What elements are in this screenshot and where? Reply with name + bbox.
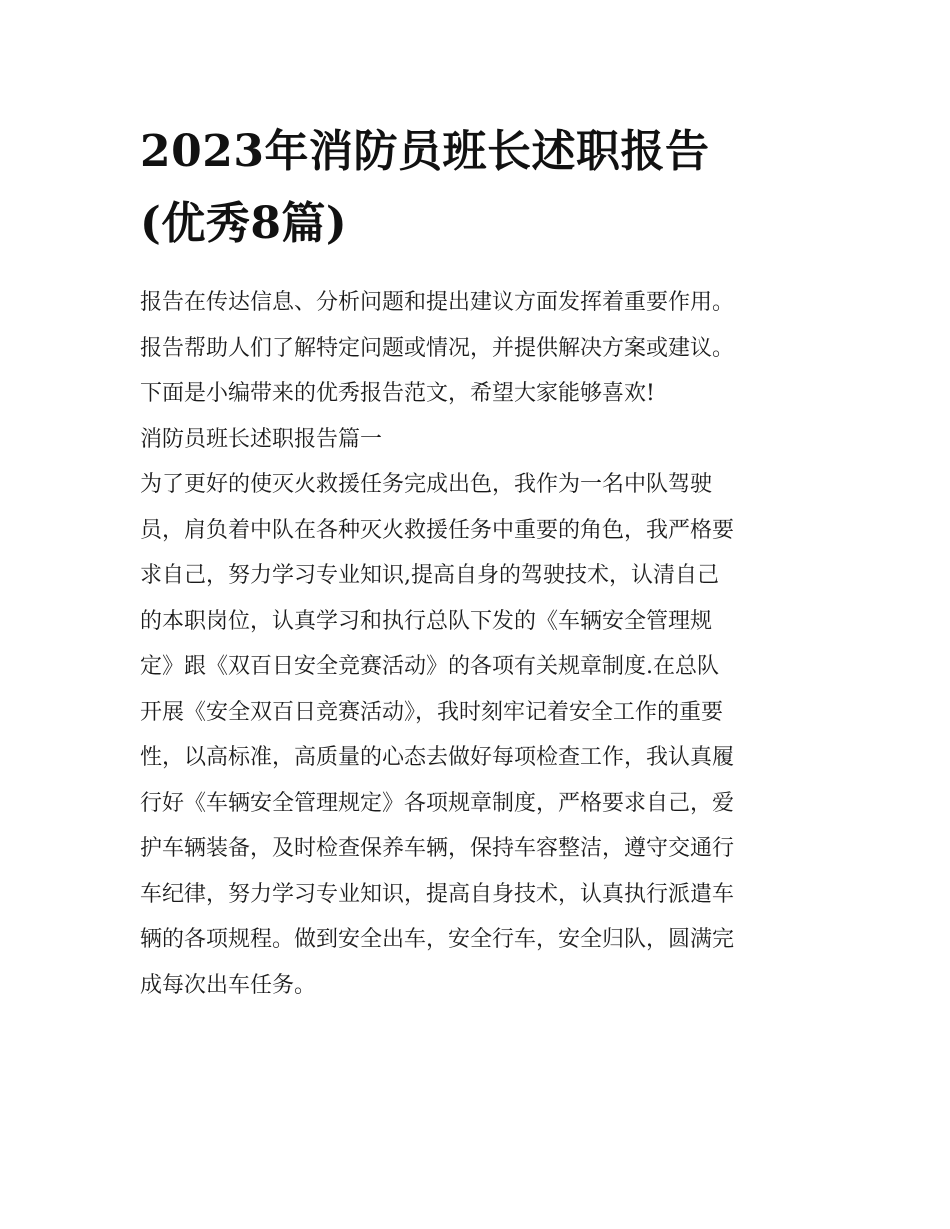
paragraph-line: 成每次出车任务。 — [140, 972, 317, 998]
intro-line: 报告在传达信息、分析问题和提出建议方面发挥着重要作用。 — [140, 290, 735, 315]
paragraph-line: 定》跟《双百日安全竞赛活动》的各项有关规章制度.在总队 — [140, 654, 719, 679]
document-title — [140, 116, 820, 260]
paragraph-line: 护车辆装备，及时检查保养车辆，保持车容整洁，遵守交通行 — [140, 836, 735, 861]
paragraph-line: 性，以高标准，高质量的心态去做好每项检查工作，我认真履 — [140, 745, 735, 770]
paragraph-line: 辆的各项规程。做到安全出车，安全行车，安全归队，圆满完 — [140, 927, 735, 952]
paragraph-line: 行好《车辆安全管理规定》各项规章制度，严格要求自己，爱 — [140, 790, 735, 816]
section-heading: 消防员班长述职报告篇一 — [140, 426, 383, 452]
intro-line: 下面是小编带来的优秀报告范文，希望大家能够喜欢! — [140, 381, 655, 406]
paragraph-line: 开展《安全双百日竞赛活动》，我时刻牢记着安全工作的重要 — [140, 699, 724, 725]
paragraph-line: 求自己，努力学习专业知识,提高自身的驾驶技术，认清自己 — [140, 563, 719, 588]
title-line: 2023年消防员班长述职报告 — [140, 126, 710, 177]
paragraph-line: 的本职岗位，认真学习和执行总队下发的《车辆安全管理规 — [140, 608, 713, 634]
paragraph-line: 员，肩负着中队在各种灭火救援任务中重要的角色，我严格要 — [140, 517, 735, 543]
document-body — [140, 280, 830, 1008]
intro-line: 报告帮助人们了解特定问题或情况，并提供解决方案或建议。 — [140, 335, 735, 361]
paragraph-line: 车纪律，努力学习专业知识，提高自身技术，认真执行派遣车 — [140, 881, 735, 907]
paragraph-line: 为了更好的使灭火救援任务完成出色，我作为一名中队驾驶 — [140, 472, 713, 497]
title-line: (优秀8篇) — [140, 198, 348, 249]
